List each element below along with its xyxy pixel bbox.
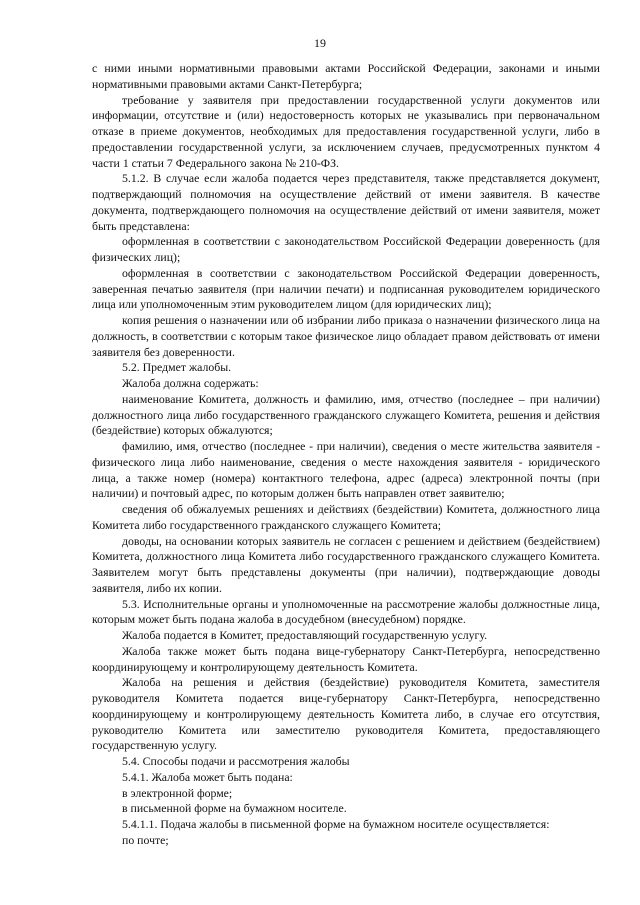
- page-number: 19: [314, 36, 326, 50]
- paragraph: по почте;: [122, 832, 169, 847]
- document-body: [92, 61, 600, 849]
- paragraph: в электронной форме;: [122, 785, 233, 800]
- paragraph: 5.1.2. В случае если жалоба подается через представителя, также представляется документ, подтверждающий полномочия на осуществление действий от имени заявителя. В качестве документа, подтверждающего полномочия на осуществление действий от имени заявителя, может быть представлена:: [92, 171, 600, 233]
- paragraph: Жалоба подается в Комитет, предоставляющий государственную услугу.: [122, 628, 488, 642]
- paragraph: с ними иными нормативными правовыми актами Российской Федерации, законами и иными нормативными правовыми актами Санкт-Петербурга;: [92, 61, 600, 91]
- paragraph: наименование Комитета, должность и фамилию, имя, отчество (последнее – при наличии) должностного лица либо государственного гражданского служащего Комитета, решения и действия (бездействие) которых обжалуются;: [92, 391, 600, 438]
- paragraph: 5.2. Предмет жалобы.: [122, 360, 232, 375]
- paragraph: Жалоба на решения и действия (бездействие) руководителя Комитета, заместителя руководителя Комитета подается вице-губернатору Санкт-Петербурга, непосредственно координирующему и контролирующему деятельность Комитета либо, в случае его отсутствия, руководителю Комитета или заместителю руководителя Комитета, предоставляющего государственную услугу.: [92, 675, 600, 753]
- paragraph: 5.4.1. Жалоба может быть подана:: [122, 769, 293, 784]
- paragraph: сведения об обжалуемых решениях и действиях (бездействии) Комитета, должностного лица Комитета либо государственного гражданского служащего Комитета;: [92, 502, 600, 532]
- paragraph: оформленная в соответствии с законодательством Российской Федерации доверенность, заверенная печатью заявителя (при наличии печати) и подписанная руководителем юридического лица или уполномоченным этим руководителем лицом (для юридических лиц);: [92, 265, 600, 312]
- paragraph: 5.3. Исполнительные органы и уполномоченные на рассмотрение жалобы должностные лица, которым может быть подана жалоба в досудебном (внесудебном) порядке.: [92, 596, 600, 627]
- paragraph: Жалоба должна содержать:: [122, 376, 259, 390]
- paragraph: фамилию, имя, отчество (последнее - при наличии), сведения о месте жительства заявителя - физического лица либо наименование, сведения о месте нахождения заявителя - юридического лица, а также номер (номера) контактного телефона, адрес (адреса) электронной почты (при наличии) и почтовый адрес, по которым должен быть направлен ответ заявителю;: [92, 439, 600, 501]
- paragraph: 5.4. Способы подачи и рассмотрения жалобы: [122, 754, 350, 768]
- paragraph: требование у заявителя при предоставлении государственной услуги документов или информации, отсутствие и (или) недостоверность которых не указывались при первоначальном отказе в приеме документов, необходимых для предоставления государственной услуги, либо в предоставлении государственной услуги, за исключением случаев, предусмотренных пунктом 4 части 1 статьи 7 Федерального закона № 210-ФЗ.: [92, 92, 600, 170]
- paragraph: 5.4.1.1. Подача жалобы в письменной форме на бумажном носителе осуществляется:: [122, 817, 550, 831]
- paragraph: копия решения о назначении или об избрании либо приказа о назначении физического лица на должность, в соответствии с которым такое физическое лицо обладает правом действовать от имени заявителя без доверенности.: [92, 313, 600, 359]
- paragraph: в письменной форме на бумажном носителе.: [122, 801, 347, 816]
- paragraph: оформленная в соответствии с законодательством Российской Федерации доверенность (для физических лиц);: [92, 234, 600, 264]
- paragraph: доводы, на основании которых заявитель не согласен с решением и действием (бездействием) Комитета, должностного лица Комитета либо государственного гражданского служащего Комитета. Заявителем могут быть представлены документы (при наличии), подтверждающие доводы заявителя, либо их копии.: [92, 533, 600, 595]
- paragraph: Жалоба также может быть подана вице-губернатору Санкт-Петербурга, непосредственно координирующему и контролирующему деятельность Комитета.: [92, 643, 600, 674]
